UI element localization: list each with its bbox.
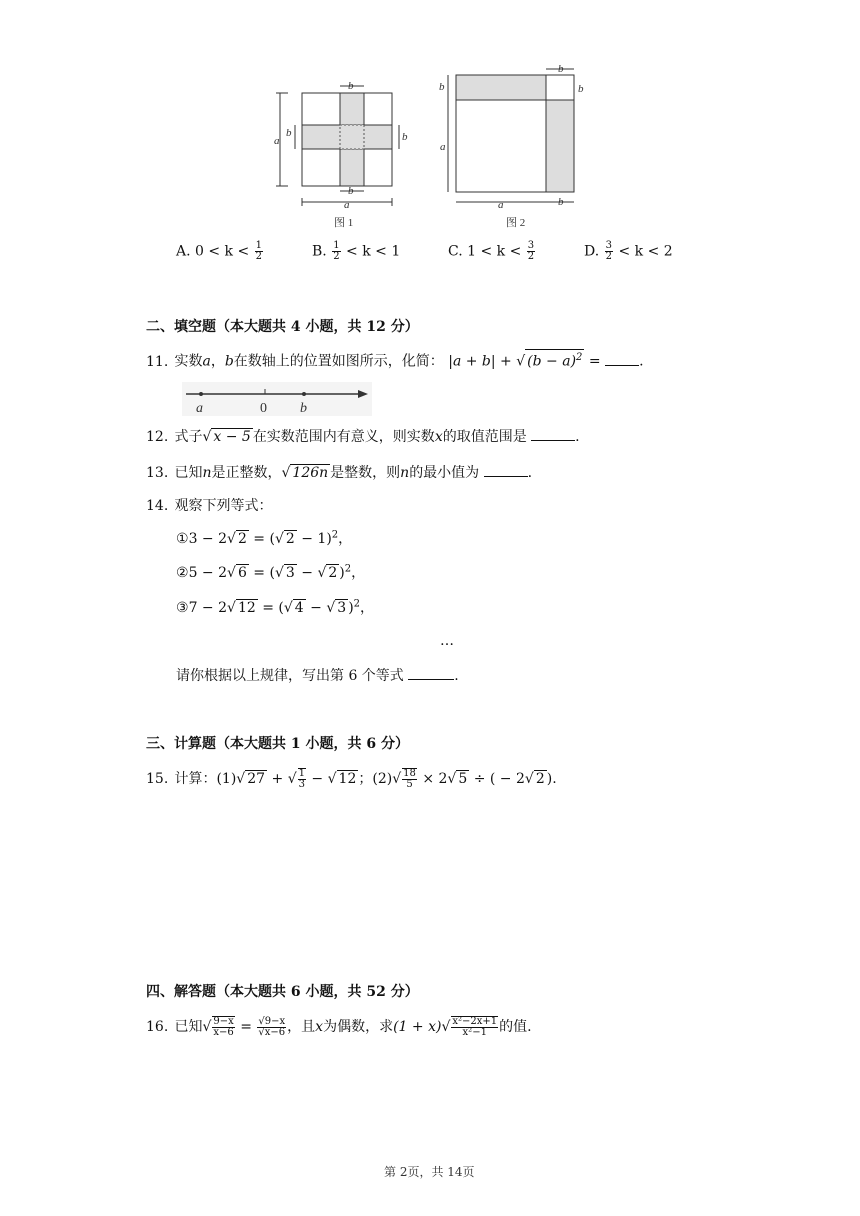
- q12-end: .: [575, 429, 580, 445]
- fig1-b-right: b: [402, 131, 408, 143]
- fig2-b-right: b: [578, 83, 584, 95]
- q14-equation-2: ②5 − 2√ 6 = (√ 3 − √ 2 )$^2$，: [176, 563, 366, 581]
- option-d: [584, 241, 673, 262]
- q11-pre: 实数: [174, 353, 203, 370]
- q13-mid: 是正整数，: [211, 465, 282, 481]
- q11-comma: ，: [210, 353, 225, 370]
- q12-post: 在实数范围内有意义，则实数: [252, 429, 435, 445]
- q11-equals: =: [588, 353, 601, 370]
- q13-post: 的最小值为: [409, 465, 480, 481]
- figure-squares: [268, 62, 598, 230]
- q14-equation-1: ①3 − 2√ 2 = (√ 2 − 1)$^2$，: [176, 529, 353, 547]
- option-d-frac: $\frac{3}{2}$: [605, 240, 613, 262]
- q13-sqrt: 126n: [292, 465, 329, 481]
- option-c: [448, 241, 536, 262]
- q13-var-n: n: [202, 465, 212, 481]
- fig2-b-top: b: [558, 63, 564, 75]
- fig2-a-bottom: a: [498, 199, 504, 211]
- fig2-caption: 图 2: [506, 217, 526, 229]
- option-b-frac: $\frac{1}{2}$: [333, 240, 340, 262]
- q14-ask: 请你根据以上规律，写出第 6 个等式 .: [176, 668, 459, 684]
- q13-number: 13.: [146, 465, 169, 481]
- numberline-b: b: [300, 401, 307, 416]
- option-d-text: < k < 2: [618, 243, 673, 260]
- q11-var-a: a: [202, 353, 211, 370]
- option-c-text: C. 1 < k <: [448, 243, 522, 260]
- q13-pre: 已知: [174, 465, 203, 481]
- q12-var-x: x: [434, 429, 443, 445]
- numberline-zero: 0: [260, 401, 267, 416]
- q14-title: 观察下列等式：: [174, 498, 273, 514]
- section-2-title: 二、填空题（本大题共 4 小题，共 12 分）: [146, 319, 419, 335]
- q14-number: 14.: [146, 498, 169, 514]
- question-16: 16. 已知√ $\frac{9-x}{x-6}$ = $\frac{√9-x}{√x-6}$ ，且x为偶数，求(1 + x)√ $\frac{\text{x²−2x+1}}{\text{x²−1}}$ 的值.: [146, 1015, 532, 1038]
- fig1-b-top: b: [348, 80, 354, 92]
- fig1-a-bottom: a: [344, 199, 350, 211]
- fig1-caption: 图 1: [334, 217, 354, 229]
- q11-number: 11.: [146, 353, 169, 370]
- option-c-frac: $\frac{3}{2}$: [527, 240, 535, 262]
- q11-sqrt: $(b - a)^2$: [525, 349, 584, 370]
- q14-eq3-circ: ③: [176, 600, 189, 616]
- q15-number: 15.: [146, 771, 169, 787]
- option-b-label: B.: [312, 243, 327, 260]
- question-13: 13. 已知n是正整数，√ 126n 是整数，则n的最小值为 .: [146, 465, 533, 481]
- q14-blank[interactable]: [408, 679, 454, 680]
- option-b: [312, 241, 400, 262]
- q13-var-n2: n: [400, 465, 410, 481]
- figure-1: [274, 80, 408, 229]
- q14-eq2-circ: ②: [176, 565, 189, 581]
- q14-eq1-circ: ①: [176, 531, 189, 547]
- q12-number: 12.: [146, 429, 169, 445]
- q16-number: 16.: [146, 1019, 169, 1035]
- option-a: [176, 241, 264, 262]
- q12-blank[interactable]: [531, 440, 575, 441]
- option-d-label: D.: [584, 243, 600, 260]
- q12-post2: 的取值范围是: [442, 429, 527, 445]
- q11-var-b: b: [224, 353, 234, 370]
- q12-pre: 式子: [174, 429, 203, 445]
- q11-end: .: [639, 353, 644, 370]
- q14-ask-text: 请你根据以上规律，写出第 6 个等式: [176, 668, 404, 684]
- fig2-b-left: b: [439, 81, 445, 93]
- q11-blank[interactable]: [605, 365, 639, 366]
- section-4-title: 四、解答题（本大题共 6 小题，共 52 分）: [146, 984, 419, 1000]
- question-12: 12. 式子√ x − 5 在实数范围内有意义，则实数x的取值范围是 .: [146, 429, 580, 445]
- q13-blank[interactable]: [484, 476, 528, 477]
- fig2-b-bottom: b: [558, 196, 564, 208]
- number-line: [182, 382, 372, 416]
- fig1-b-bottom: b: [348, 185, 354, 197]
- option-a-frac: $\frac{1}{2}$: [255, 240, 263, 262]
- q13-mid2: 是整数，则: [330, 465, 401, 481]
- q11-desc: 在数轴上的位置如图所示，化简：: [233, 353, 444, 370]
- numberline-a: a: [196, 401, 203, 416]
- page-footer: 第 2页，共 14页: [384, 1165, 475, 1179]
- fig1-b-left: b: [286, 127, 292, 139]
- q14-equation-3: ③7 − 2√ 12 = (√ 4 − √ 3 )$^2$，: [176, 598, 375, 616]
- figure-2: [439, 63, 584, 229]
- question-11: 11. 实数a，b在数轴上的位置如图所示，化简： |a + b| + √ $(b - a)^2$ = .: [146, 349, 644, 371]
- fig2-a-left: a: [440, 141, 446, 153]
- option-b-text: < k < 1: [346, 243, 401, 260]
- section-3-title: 三、计算题（本大题共 1 小题，共 6 分）: [146, 736, 409, 752]
- q11-expr: |a + b| +: [448, 353, 512, 370]
- fig1-a-left: a: [274, 135, 280, 147]
- option-a-text: A. 0 < k <: [176, 243, 250, 260]
- q12-sqrt: x − 5: [213, 429, 251, 445]
- question-14: [146, 495, 272, 515]
- question-15: 15. 计算：(1)√ 27 + √ $\frac{1}{3}$ − √ 12 ；(2)√ $\frac{18}{5}$ × 2√ 5 ÷ ( − 2√ 2 ).: [146, 768, 557, 790]
- q13-end: .: [527, 465, 533, 481]
- q14-ellipsis: …: [440, 633, 454, 649]
